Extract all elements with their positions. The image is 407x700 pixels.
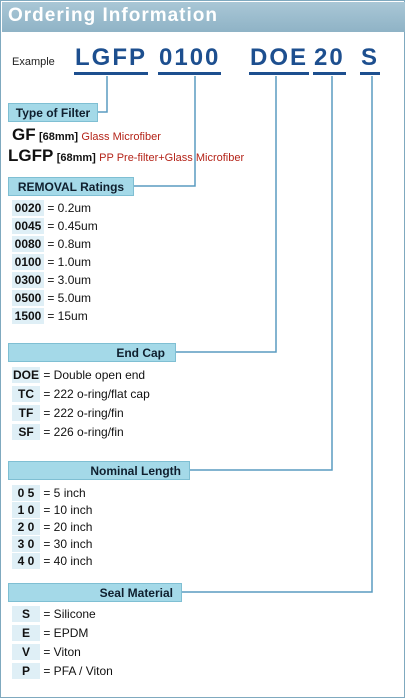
code-segment-seal: S (360, 44, 380, 75)
removal-item: 0020 = 0.2um (12, 200, 91, 216)
removal-item: 0100 = 1.0um (12, 254, 91, 270)
type-item-lgfp (8, 148, 244, 164)
page-title: Ordering Information (8, 5, 218, 26)
code-segment-length: 20 (313, 44, 346, 75)
seal-item: V = Viton (12, 644, 81, 660)
endcap-item: SF = 226 o-ring/fin (12, 424, 124, 440)
removal-item: 0300 = 3.0um (12, 272, 91, 288)
example-label: Example (12, 56, 55, 68)
type-code: GF (12, 125, 36, 144)
title-bar (2, 2, 405, 32)
type-code: LGFP (8, 146, 54, 165)
endcap-item: TC = 222 o-ring/flat cap (12, 386, 150, 402)
type-size: [68mm] (38, 131, 79, 143)
code-segment-endcap: DOE (249, 44, 309, 75)
section-seal-material: Seal Material (8, 583, 182, 602)
seal-item: S = Silicone (12, 606, 96, 622)
length-item: 4 0 = 40 inch (12, 553, 92, 569)
section-end-cap: End Cap (8, 343, 176, 362)
code-segment-type: LGFP (74, 44, 148, 75)
length-item: 1 0 = 10 inch (12, 502, 92, 518)
section-nominal-length: Nominal Length (8, 461, 190, 480)
type-desc: Glass Microfiber (81, 131, 161, 143)
code-segment-removal: 0100 (158, 44, 221, 75)
type-desc: PP Pre-filter+Glass Microfiber (99, 152, 245, 164)
section-removal-ratings: REMOVAL Ratings (8, 177, 134, 196)
type-item-gf (12, 127, 161, 143)
type-size: [68mm] (56, 152, 96, 164)
length-item: 0 5 = 5 inch (12, 485, 86, 501)
removal-item: 1500 = 15um (12, 308, 88, 324)
endcap-item: DOE = Double open end (12, 368, 146, 382)
section-type-of-filter: Type of Filter (8, 103, 98, 122)
removal-item: 0080 = 0.8um (12, 236, 91, 252)
removal-item: 0500 = 5.0um (12, 290, 91, 306)
seal-item: E = EPDM (12, 625, 88, 641)
length-item: 2 0 = 20 inch (12, 519, 92, 535)
endcap-item: TF = 222 o-ring/fin (12, 405, 124, 421)
seal-item: P = PFA / Viton (12, 663, 113, 679)
removal-item: 0045 = 0.45um (12, 218, 98, 234)
length-item: 3 0 = 30 inch (12, 536, 92, 552)
